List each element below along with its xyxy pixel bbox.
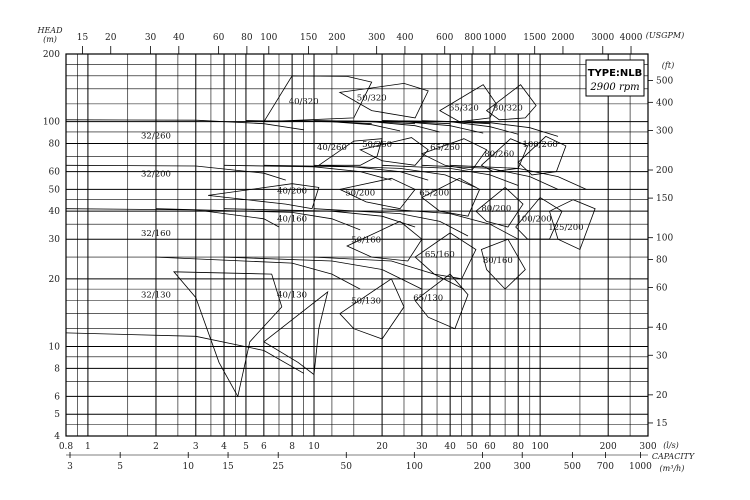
model-label-50-320: 50/320 [356,93,387,104]
ls-tick-label: 3 [192,442,199,452]
ls-tick-label: 80 [512,442,524,452]
head-tick-label: 4 [54,432,60,442]
ft-tick-label: 500 [656,76,674,87]
m3h-tick-label: 200 [473,462,491,472]
model-label-50-130: 50/130 [351,296,382,307]
head-axis-title: HEAD [37,26,63,35]
m3h-tick-label: 300 [513,462,531,472]
usgpm-tick-label: 600 [436,33,454,43]
usgpm-tick-label: 2000 [551,33,575,43]
ls-tick-label: 300 [639,442,657,452]
ls-tick-label: 20 [376,442,388,452]
curve-32-200 [66,165,286,180]
ls-axis-title: (l/s) [663,441,679,450]
curve-65-160 [314,209,468,236]
model-label-40-160: 40/160 [277,214,308,225]
ls-tick-label: 2 [153,442,159,452]
ft-tick-label: 200 [656,166,674,177]
m3h-tick-label: 500 [563,462,581,472]
head-tick-label: 8 [54,364,60,375]
curve-50-130 [224,257,422,289]
usgpm-tick-label: 30 [144,33,157,43]
model-label-80-160: 80/160 [482,256,513,267]
head-tick-label: 40 [48,207,60,218]
usgpm-tick-label: 400 [396,33,414,43]
model-label-65-160: 65/160 [424,250,455,261]
curve-40-160 [156,209,360,230]
head-tick-label: 200 [42,50,60,60]
ls-tick-label: 60 [484,442,496,452]
m3h-tick-label: 1000 [628,462,652,472]
model-label-40-320: 40/320 [288,96,319,107]
ls-tick-label: 100 [531,442,549,452]
model-label-125-200: 125/200 [548,222,584,233]
usgpm-tick-label: 300 [368,33,386,43]
model-label-50-260: 50/260 [362,140,392,151]
usgpm-tick-label: 1500 [523,33,547,43]
head-tick-label: 30 [48,235,60,246]
head-tick-label: 6 [54,392,60,403]
ls-tick-label: 40 [444,442,456,452]
head-tick-label: 100 [42,117,60,128]
usgpm-axis-title: (USGPM) [645,31,685,40]
ft-tick-label: 40 [656,323,668,334]
head-tick-label: 20 [48,274,60,285]
curve-50-200 [264,165,428,180]
model-label-50-160: 50/160 [351,235,382,246]
ls-tick-label: 6 [260,442,267,452]
usgpm-tick-label: 40 [173,33,185,43]
ls-tick-label: 5 [243,442,249,452]
usgpm-tick-label: 60 [212,33,225,43]
type-label: TYPE:NLB [587,68,643,79]
model-label-40-130: 40/130 [277,290,308,301]
region-32-130 [174,272,282,397]
usgpm-tick-label: 100 [260,33,278,43]
ls-tick-label: 10 [308,442,320,452]
model-label-32-200: 32/200 [141,169,171,180]
model-label-80-200: 80/200 [481,204,512,215]
m3h-tick-label: 15 [222,462,234,472]
ft-tick-label: 400 [656,98,674,109]
ls-tick-label: 200 [599,442,617,452]
model-label-65-130: 65/130 [413,293,444,304]
ft-tick-label: 80 [656,255,668,266]
m3h-tick-label: 50 [340,462,353,472]
region-40-130 [264,292,328,375]
ls-tick-label: 0.8 [58,442,74,452]
m3h-tick-label: 10 [182,462,194,472]
model-label-32-260: 32/260 [141,131,171,142]
model-label-40-260: 40/260 [316,142,347,153]
model-label-40-200: 40/200 [277,186,308,197]
head-tick-label: 10 [48,342,60,353]
ls-tick-label: 30 [416,442,428,452]
ft-axis-title: (ft) [661,61,675,70]
usgpm-tick-label: 1000 [483,33,507,43]
model-label-65-260: 65/260 [430,142,461,153]
m3h-tick-label: 3 [67,462,73,472]
usgpm-tick-label: 80 [241,33,253,43]
model-label-100-260: 100/260 [522,140,558,151]
ft-tick-label: 60 [656,283,668,294]
usgpm-tick-label: 200 [328,33,346,43]
model-label-65-200: 65/200 [419,188,450,199]
usgpm-tick-label: 20 [105,33,117,43]
usgpm-tick-label: 800 [464,33,482,43]
model-label-100-200: 100/200 [516,214,552,225]
curve-40-130 [156,257,360,289]
head-tick-label: 5 [54,410,60,421]
ft-tick-label: 100 [656,233,674,244]
model-label-65-320: 65/320 [448,103,479,114]
m3h-tick-label: 5 [117,462,124,472]
ft-tick-label: 300 [656,126,674,137]
ls-tick-label: 50 [466,442,478,452]
model-label-50-200: 50/200 [345,188,376,199]
head-tick-label: 60 [48,167,60,178]
usgpm-tick-label: 150 [300,33,318,43]
pump-regions [174,76,595,397]
m3h-tick-label: 100 [405,462,423,472]
m3h-axis-title: (m³/h) [659,464,685,473]
ls-tick-label: 8 [289,442,295,452]
head-tick-label: 50 [48,185,60,196]
m3h-tick-label: 700 [596,462,615,472]
usgpm-tick-label: 15 [76,33,89,43]
model-label-80-260: 80/260 [484,149,515,160]
m3h-tick-label: 25 [272,462,284,472]
model-label-80-320: 80/320 [492,103,523,114]
head-axis-unit: (m) [43,35,57,44]
ls-tick-label: 4 [221,442,227,452]
model-label-32-130: 32/130 [141,290,171,301]
capacity-axis-title: CAPACITY [651,452,695,461]
model-label-32-160: 32/160 [141,229,171,240]
ft-tick-label: 30 [656,351,668,362]
region-80-320 [487,85,536,120]
usgpm-tick-label: 4000 [619,33,643,43]
ft-tick-label: 20 [656,390,668,401]
rpm-label: 2900 rpm [590,82,640,93]
usgpm-tick-label: 3000 [591,33,615,43]
region-50-130 [340,279,404,339]
ft-tick-label: 15 [656,418,668,429]
head-tick-label: 80 [48,139,60,150]
ls-tick-label: 1 [85,442,91,452]
ft-tick-label: 150 [656,194,674,205]
